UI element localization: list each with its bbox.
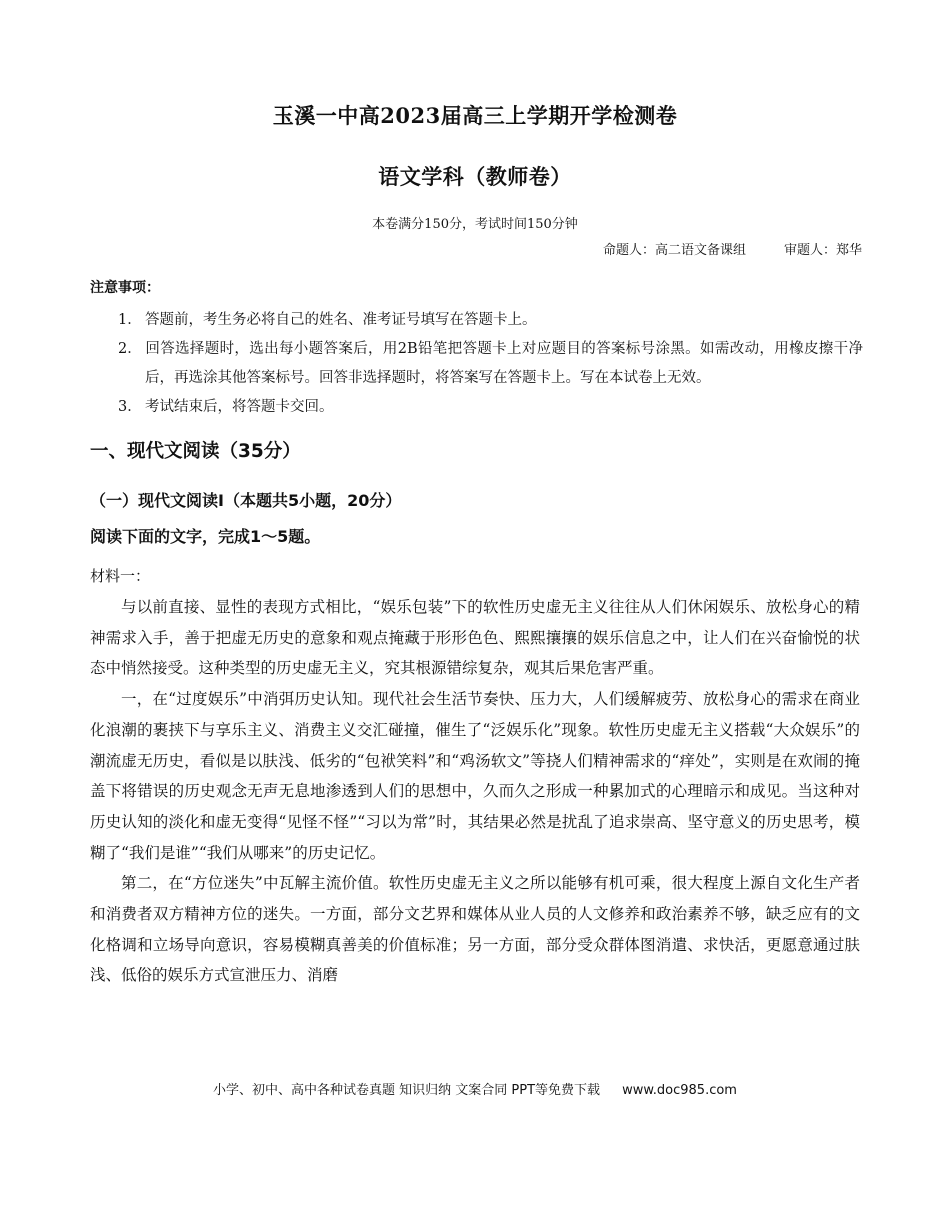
passage-paragraph: 与以前直接、显性的表现方式相比，“娱乐包装”下的软性历史虚无主义往往从人们休闲娱乐、放松身心的精神需求入手，善于把虚无历史的意象和观点掩藏于形形色色、熙熙攘攘的娱乐信息之中，让人们在兴奋愉悦的状态中悄然接受。这种类型的历史虚无主义，究其根源错综复杂，观其后果危害严重。 [90,598,860,678]
footer-text: 小学、初中、高中各种试卷真题 知识归纳 文案合同 PPT等免费下载 [213,1083,601,1098]
passage-paragraph: 一，在“过度娱乐”中消弭历史认知。现代社会生活节奏快、压力大，人们缓解疲劳、放松身心的需求在商业化浪潮的裹挟下与享乐主义、消费主义交汇碰撞，催生了“泛娱乐化”现象。软性历史虚无主义搭载“大众娱乐”的潮流虚无历史，看似是以肤浅、低劣的“包袱笑料”和“鸡汤软文”等挠人们精神需求的“痒处”，实则是在欢闹的掩盖下将错误的历史观念无声无息地渗透到人们的思想中，久而久之形成一种累加式的心理暗示和成见。当这种对历史认知的淡化和虚无变得“见怪不怪”“习以为常”时，其结果必然是扰乱了追求崇高、坚守意义的历史思考，模糊了“我们是谁”“我们从哪来”的历史记忆。 [90,690,860,862]
notice-heading: 注意事项： [90,280,160,296]
notice-item-text: 回答选择题时，选出每小题答案后，用2B铅笔把答题卡上对应题目的答案标号涂黑。如需改动，用橡皮擦干净后，再选涂其他答案标号。回答非选择题时，将答案写在答题卡上。写在本试卷上无效。 [145,341,863,386]
notice-item-number: 1． [118,312,142,328]
subsection-heading: （一）现代文阅读Ⅰ（本题共5小题，20分） [90,491,402,510]
exam-subtitle: 语文学科（教师卷） [378,164,572,189]
notice-item-text: 考试结束后，将答题卡交回。 [145,399,334,415]
footer-site-link[interactable]: www.doc985.com [622,1083,737,1098]
reviewer: 审题人：郑华 [783,243,862,258]
notice-item-number: 3． [118,399,142,415]
reading-instruction: 阅读下面的文字，完成1～5题。 [90,527,321,546]
exam-meta: 本卷满分150分，考试时间150分钟 [372,217,578,232]
proposer: 命题人：高二语文备课组 [602,243,746,258]
notice-item-text: 答题前，考生务必将自己的姓名、准考证号填写在答题卡上。 [145,312,537,328]
notice-item [118,306,863,335]
page-footer [0,1079,950,1098]
material-label: 材料一： [90,567,151,585]
notice-item-number: 2． [118,341,142,357]
notice-item [118,335,863,393]
section-heading: 一、现代文阅读（35分） [90,441,301,462]
passage-paragraph: 第二，在“方位迷失”中瓦解主流价值。软性历史虚无主义之所以能够有机可乘，很大程度上源自文化生产者和消费者双方精神方位的迷失。一方面，部分文艺界和媒体从业人员的人文修养和政治素养不够，缺乏应有的文化格调和立场导向意识，容易模糊真善美的价值标准；另一方面，部分受众群体图消遣、求快活，更愿意通过肤浅、低俗的娱乐方式宣泄压力、消磨 [90,874,860,985]
notice-list [118,306,863,422]
notice-item [118,393,863,422]
exam-title: 玉溪一中高2023届高三上学期开学检测卷 [272,103,678,128]
reading-passage [90,592,860,991]
authors-line [603,239,862,258]
